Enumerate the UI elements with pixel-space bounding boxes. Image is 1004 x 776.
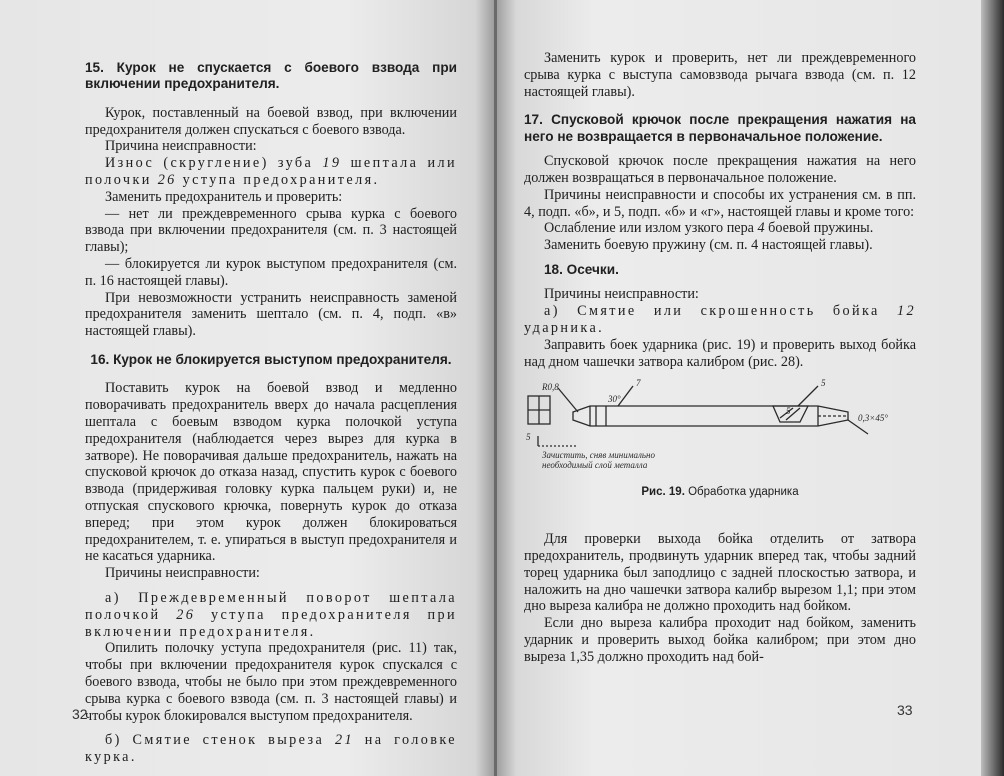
paragraph: Ослабление или излом узкого пера 4 боевой пружины.	[544, 220, 874, 237]
paragraph: Причины неисправности:	[544, 286, 699, 303]
page-number: 32	[72, 706, 88, 722]
right-page-content	[524, 50, 916, 666]
paragraph: Опилить полочку уступа предохранителя (рис. 11) так, чтобы при включении предохранителя курок спускался с боевого взвода, чтобы не было при этом преждевременного срыва курка с боевого взвода (см. п. 3 настоящей главы) и чтобы курок блокировался выступом предохранителя.	[85, 640, 457, 724]
paragraph: Поставить курок на боевой взвод и медленно поворачивать предохранитель вверх до начала расцепления шептала с боевым взводом курка полочкой уступа предохранителя (наблюдается через вырез для курка в затворе). Не поворачивая дальше предохранитель, нажать на спусковой крючок до отказа назад, спустить курок с боевого взвода (придерживая головку курка пальцем руки) и, не отпуская спускового крючка, повернуть курок до отказа вперед; при этом курок должен блокироваться предохранителем, т. е. упираться в выступ предохранителя и не касаться ударника.	[85, 380, 457, 565]
left-page	[0, 0, 495, 776]
section-17-title: 17. Спусковой крючок после прекращения нажатия на него не возвращается в первоначальное положение.	[524, 112, 916, 144]
paragraph: — блокируется ли курок выступом предохранителя (см. п. 16 настоящей главы).	[85, 255, 457, 289]
fig-label-tolerance: 5	[821, 378, 826, 389]
figure-caption: Рис. 19. Обработка ударника	[641, 486, 799, 499]
section-18-title: 18. Осечки.	[544, 261, 619, 277]
fig-label-tolerance: 5	[526, 432, 531, 443]
leader-line	[558, 388, 578, 412]
page-number: 33	[897, 702, 913, 718]
fig-label-tolerance: 7	[636, 378, 641, 389]
paragraph: б) Смятие стенок выреза 21 на головке курка.	[85, 732, 458, 766]
paragraph: а) Преждевременный поворот шептала полочкой 26 уступа предохранителя при включении предохранителя.	[85, 589, 457, 640]
paragraph: При невозможности устранить неисправность заменой предохранителя заменить шептало (см. п. 4, подп. «в» настоящей главы).	[85, 289, 457, 340]
paragraph: Причины неисправности:	[105, 565, 260, 582]
figure-striker-drawing	[518, 376, 918, 476]
fig-note-line1: Зачистить, сняв минимально	[542, 450, 655, 461]
section-15-title: 15. Курок не спускается с боевого взвода при включении предохранителя.	[85, 60, 457, 92]
striker-notch	[773, 406, 808, 422]
page-edge-shadow	[981, 0, 1004, 776]
paragraph: — нет ли преждевременного срыва курка с боевого взвода при включении предохранителя (см. п. 3 настоящей главы);	[85, 205, 457, 256]
paragraph: Причины неисправности и способы их устранения см. в пп. 4, подп. «б», и 5, подп. «б» и «г», настоящей главы и кроме того:	[524, 186, 916, 220]
paragraph: Износ (скругление) зуба 19 шептала или полочки 26 уступа предохранителя.	[85, 155, 457, 188]
paragraph: Заправить боек ударника (рис. 19) и проверить выход бойка над дном чашечки затвора калибром (рис. 28).	[524, 336, 916, 370]
fig-label-chamfer: 0,3×45°	[858, 413, 888, 424]
paragraph: Если дно выреза калибра проходит над бойком, заменить ударник и проверить выход бойка калибром; при этом дно выреза 1,35 должно проходить над бой-	[524, 615, 916, 665]
leader-line	[798, 386, 818, 406]
fig-label-radius: R0,8	[542, 382, 559, 393]
paragraph: Причина неисправности:	[105, 138, 257, 155]
paragraph: Заменить боевую пружину (см. п. 4 настоящей главы).	[544, 237, 873, 254]
fig-note-line2: необходимый слой металла	[542, 460, 648, 471]
left-page-content	[85, 60, 457, 766]
paragraph: Спусковой крючок после прекращения нажатия на него должен возвращаться в первоначальное положение.	[524, 153, 916, 186]
paragraph: а) Смятие или скрошенность бойка 12 ударника.	[524, 303, 916, 336]
paragraph: Заменить курок и проверить, нет ли преждевременного срыва курка с выступа самовзвода рычага взвода (см. п. 12 настоящей главы).	[524, 50, 916, 100]
paragraph: Для проверки выхода бойка отделить от затвора предохранитель, продвинуть ударник вперед так, чтобы задний торец ударника был заподлицо с задней плоскостью затвора, и наложить на дно чашечки затвора калибр вырезом 1,1; при этом дно выреза калибра не должно проходить над бойком.	[524, 531, 916, 615]
right-page	[497, 0, 981, 776]
striker-drawing-svg	[518, 376, 918, 476]
paragraph: Заменить предохранитель и проверить:	[105, 188, 343, 205]
paragraph: Курок, поставленный на боевой взвод, при включении предохранителя должен спускаться с боевого взвода.	[85, 104, 457, 138]
fig-label-tolerance: 5	[786, 406, 791, 417]
section-16-title: 16. Курок не блокируется выступом предохранителя.	[90, 351, 452, 367]
fig-label-angle: 30°	[608, 394, 621, 405]
